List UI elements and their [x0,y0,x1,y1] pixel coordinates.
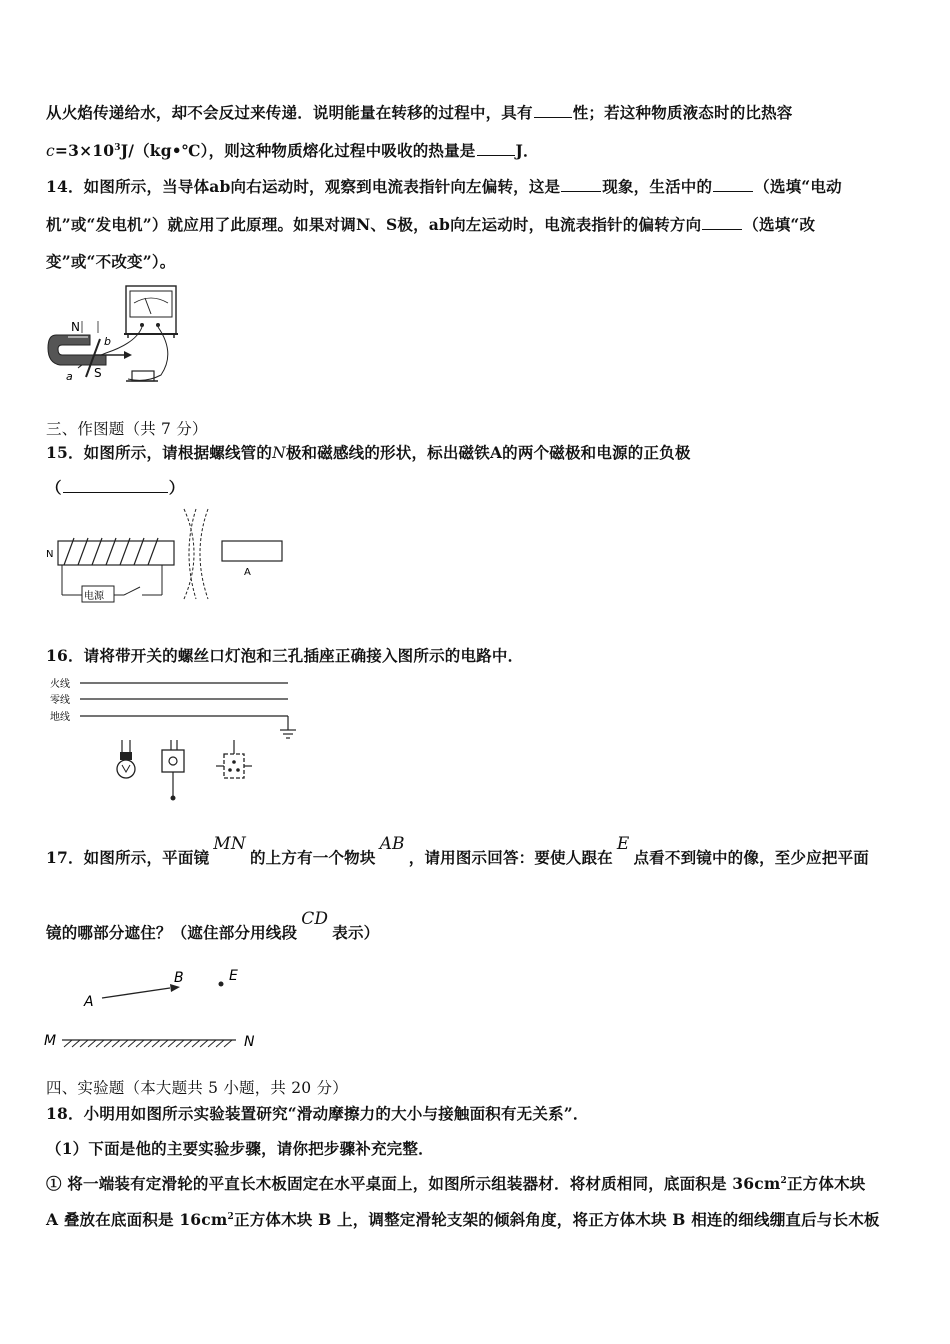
answer-blank[interactable] [534,102,572,118]
q18-line-2: （1）下面是他的主要实验步骤，请你把步骤补充完整． [46,1139,434,1158]
section-4-heading: 四、实验题（本大题共 5 小题，共 20 分） [46,1079,348,1097]
ammeter-pointer [145,298,151,314]
object-ab [102,988,170,998]
q16-line-1: 16．请将带开关的螺丝口灯泡和三孔插座正确接入图所示的电路中． [46,646,524,665]
arrow-right-icon [124,351,132,359]
q17-mirror-figure [40,962,270,1054]
svg-text:a: a [66,370,73,383]
svg-text:S: S [94,366,102,380]
horseshoe-magnet [48,335,106,365]
q18-line-4: A 叠放在底面积是 $16cm^2$正方体木块 B 上，调整定滑轮支架的倾斜角度，将正方体木块 B 相连的细线绷直后与长木板 [46,1210,880,1229]
q14-generator-figure [46,283,196,398]
q15-solenoid-figure [44,505,289,605]
field-line [189,509,196,599]
q13-line-1: 从火焰传递给水，却不会反过来传递．说明能量在转移的过程中，具有 性；若这种物质液态时的比热容 [46,103,793,122]
section-3-heading: 三、作图题（共 7 分） [46,420,208,438]
q15-line-1: 15．如图所示，请根据螺线管的N极和磁感线的形状，标出磁铁A的两个磁极和电源的正负极 [46,443,691,462]
svg-text:M: M [44,1033,57,1049]
solenoid-coil [64,538,158,565]
solenoid-core [58,541,174,565]
q18-line-3: ① 将一端装有定滑轮的平直长木板固定在水平桌面上，如图所示组装器材．将材质相同，底面积是 $36cm^2$正方体木块 [46,1174,866,1193]
svg-text:B: B [174,970,184,986]
answer-blank[interactable] [477,140,515,156]
svg-text:N: N [71,320,80,334]
svg-text:N: N [46,549,54,560]
bulb-socket [120,752,132,760]
svg-text:火线: 火线 [50,679,70,690]
q14-line-3: 变”或“不改变”）。 [46,252,176,271]
svg-text:N: N [244,1034,255,1050]
magnet-a [222,541,282,561]
switch-icon [162,750,184,772]
q15-line-2: （ ） [46,478,185,497]
mirror-hatching [64,1040,232,1047]
svg-text:地线: 地线 [50,712,70,723]
answer-blank[interactable] [713,176,753,192]
q14-line-1: 14．如图所示，当导体ab向右运动时，观察到电流表指针向左偏转，这是 现象，生活中的 （选填“电动 [46,177,842,196]
q17-line-2: 镜的哪部分遮住？（遮住部分用线段CD表示） [46,909,380,942]
switch [124,587,140,595]
svg-text:E: E [229,968,238,984]
q16-circuit-figure [46,674,301,806]
answer-blank[interactable] [63,477,168,493]
svg-text:b: b [104,335,111,348]
svg-text:A: A [244,567,251,578]
q18-line-1: 18．小明用如图所示实验装置研究“滑动摩擦力的大小与接触面积有无关系”． [46,1104,589,1123]
three-hole-socket-icon [224,754,244,778]
svg-text:电源: 电源 [84,591,104,602]
svg-text:A: A [84,994,94,1010]
bulb-icon [117,760,135,778]
q17-line-1: 17．如图所示，平面镜MN的上方有一个物块AB，请用图示回答：要使人跟在E点看不到镜中的像，至少应把平面 [46,834,869,867]
ammeter-body [126,286,176,334]
answer-blank[interactable] [702,214,742,230]
q14-line-2: 机”或“发电机”）就应用了此原理。如果对调N、S极，ab向左运动时，电流表指针的偏转方向 （选填“改 [46,215,816,234]
svg-text:零线: 零线 [50,695,70,706]
field-line [200,509,208,599]
point-e [219,982,224,987]
answer-blank[interactable] [561,176,601,192]
q13-line-2: $c=3\times 10^3J/(kg•℃)$，则这种物质熔化过程中吸收的热量是 J． [46,141,539,160]
